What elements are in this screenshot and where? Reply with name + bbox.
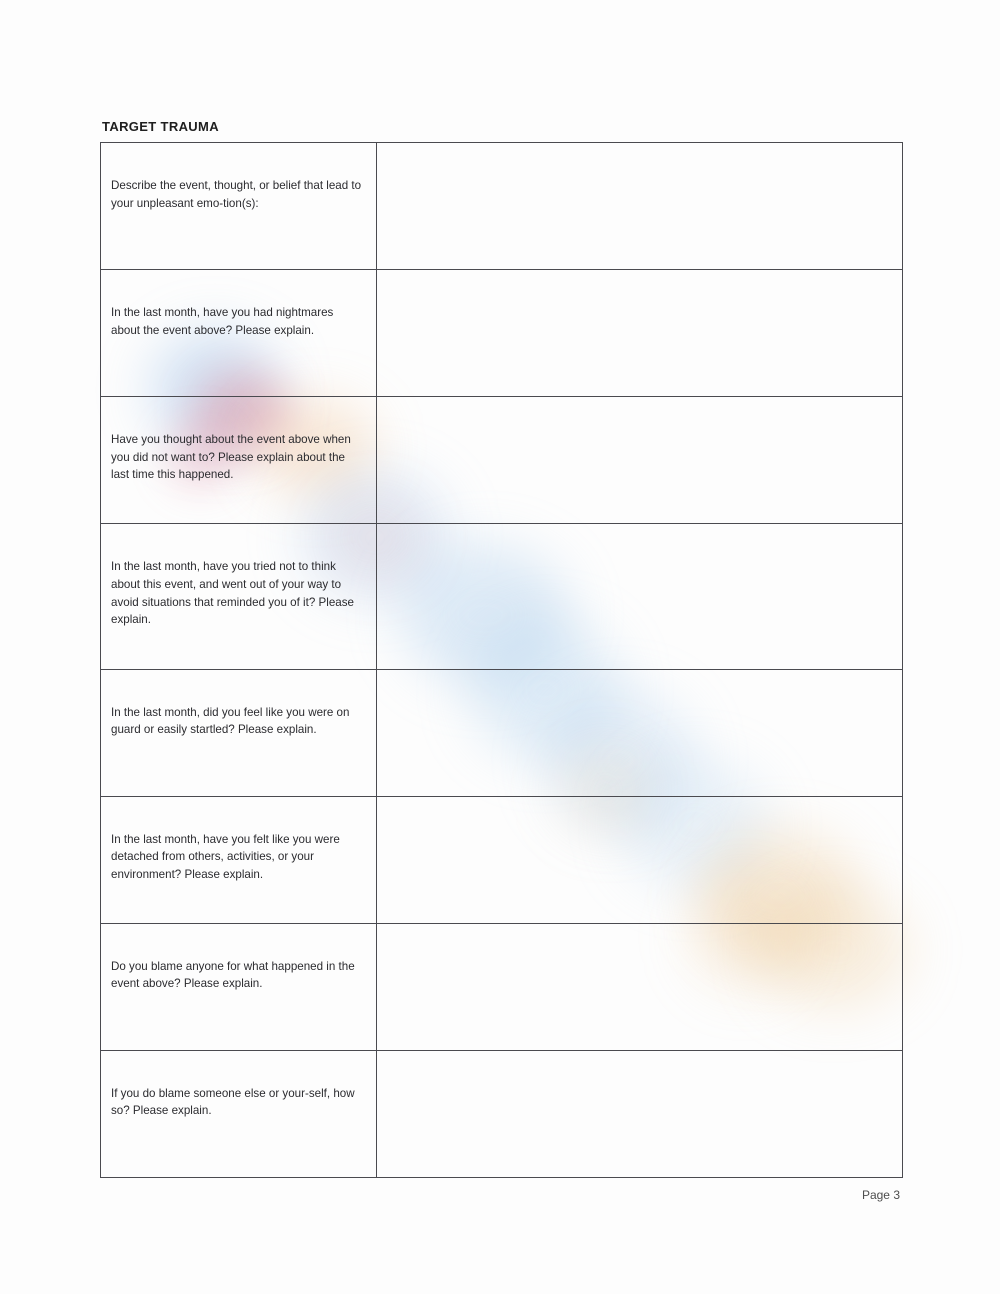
answer-blank[interactable] [377, 1051, 902, 1177]
table-row [101, 1050, 903, 1177]
answer-cell[interactable] [377, 397, 903, 524]
prompt-cell [101, 143, 377, 270]
answer-cell[interactable] [377, 270, 903, 397]
table-row [101, 270, 903, 397]
prompt-cell [101, 669, 377, 796]
prompt-text: If you do blame someone else or your-self, how so? Please explain. [111, 1086, 355, 1118]
prompt-text: Have you thought about the event above when you did not want to? Please explain about the last time this happened. [111, 433, 351, 482]
table-row [101, 796, 903, 923]
prompt-cell [101, 796, 377, 923]
table-row [101, 397, 903, 524]
prompt-text: In the last month, have you tried not to think about this event, and went out of your way to avoid situations that reminded you of it? Please explain. [111, 560, 354, 627]
answer-blank[interactable] [377, 670, 902, 796]
answer-blank[interactable] [377, 143, 902, 269]
table-row [101, 143, 903, 270]
table-row [101, 669, 903, 796]
page-footer [0, 1188, 1000, 1202]
answer-cell[interactable] [377, 524, 903, 669]
answer-cell[interactable] [377, 669, 903, 796]
answer-blank[interactable] [377, 924, 902, 1050]
table-body [101, 143, 903, 1178]
prompt-text: In the last month, have you felt like you were detached from others, activities, or your environment? Please explain. [111, 832, 340, 881]
answer-cell[interactable] [377, 143, 903, 270]
answer-blank[interactable] [377, 270, 902, 396]
prompt-cell [101, 524, 377, 669]
section-title: TARGET TRAUMA [102, 118, 219, 134]
answer-cell[interactable] [377, 923, 903, 1050]
prompt-text: Describe the event, thought, or belief that lead to your unpleasant emo-tion(s): [111, 179, 362, 210]
answer-cell[interactable] [377, 796, 903, 923]
prompt-cell [101, 1050, 377, 1177]
answer-cell[interactable] [377, 1050, 903, 1177]
target-trauma-table [100, 142, 903, 1178]
answer-blank[interactable] [377, 524, 902, 668]
prompt-text: In the last month, did you feel like you were on guard or easily startled? Please explain. [111, 705, 350, 737]
prompt-cell [101, 923, 377, 1050]
table-row [101, 524, 903, 669]
prompt-text: Do you blame anyone for what happened in the event above? Please explain. [111, 959, 355, 991]
prompt-cell [101, 397, 377, 524]
prompt-text: In the last month, have you had nightmares about the event above? Please explain. [111, 306, 334, 337]
page-number: Page 3 [861, 1188, 900, 1202]
answer-blank[interactable] [377, 797, 902, 923]
answer-blank[interactable] [377, 397, 902, 523]
prompt-cell [101, 270, 377, 397]
table-row [101, 923, 903, 1050]
